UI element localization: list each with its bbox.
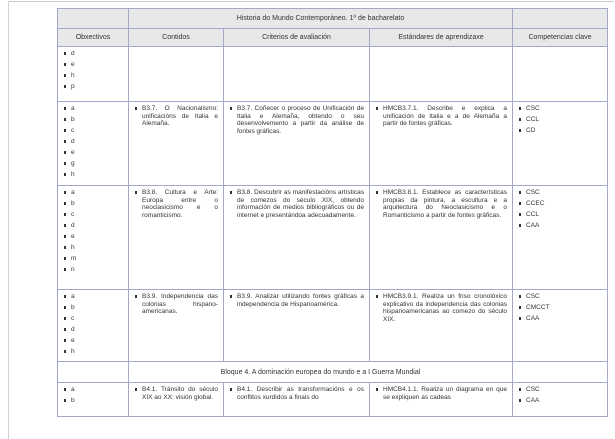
competency-list (518, 293, 602, 323)
objective-item: c (63, 315, 123, 323)
cell-text: B3.7. O Nacionalismo: unificacións de Italia e Alemaña. (134, 105, 218, 128)
col-header-criterios: Criterios de avaliación (224, 29, 370, 47)
competency-item: CAA (518, 222, 602, 230)
competency-item: CCEC (518, 200, 602, 208)
objective-item: d (63, 50, 123, 58)
col-header-contidos: Contidos (129, 29, 224, 47)
competency-item: CCL (518, 211, 602, 219)
cell-text: HMCB4.1.1. Realiza un diagrama en que se expliquen as cadeas (375, 386, 507, 401)
objective-item: d (63, 326, 123, 334)
objective-item: p (63, 83, 123, 91)
objective-item: b (63, 200, 123, 208)
competency-item: CSC (518, 105, 602, 113)
title-corner-right (513, 9, 608, 29)
cell-estandares (370, 290, 513, 362)
objective-item: c (63, 127, 123, 135)
cell-text: B3.8. Cultura e Arte: Europa entre o neoclasicismo e o romanticismo. (134, 189, 218, 219)
cell-obxectivos (58, 290, 129, 362)
objective-item: d (63, 222, 123, 230)
cell-contidos (129, 186, 224, 290)
cell-competencias (513, 290, 608, 362)
cell-text: B3.8. Descubrir as manifestacións artísticas de comezos do século XIX, obtendo información de medios bibliográficos ou de internet e presentándoa adecuadamente. (229, 189, 364, 219)
objective-list (63, 50, 123, 91)
competency-item: CD (518, 127, 602, 135)
table-row (58, 102, 608, 186)
column-header-row (58, 29, 608, 47)
objective-item: a (63, 189, 123, 197)
table-row (58, 290, 608, 362)
cell-text: HMCB3.8.1. Establece as características propias da pintura, a escultura e a arquitectura do Neoclasicismo e o Romanticismo a partir de fontes gráficas. (375, 189, 507, 219)
cell-criterios (224, 290, 370, 362)
cell-estandares (370, 186, 513, 290)
objective-item: n (63, 266, 123, 274)
objective-list (63, 105, 123, 179)
page-edge-left (8, 1, 9, 439)
objective-item: c (63, 211, 123, 219)
section-banner: Bloque 4. A dominación europea do mundo e a I Guerra Mundial (129, 362, 513, 383)
cell-criterios (224, 102, 370, 186)
objective-item: h (63, 72, 123, 80)
objective-item: e (63, 61, 123, 69)
objective-list (63, 293, 123, 356)
objective-item: g (63, 160, 123, 168)
cell-criterios (224, 383, 370, 417)
objective-item: h (63, 171, 123, 179)
table-row (58, 186, 608, 290)
banner-corner-left (58, 362, 129, 383)
objective-item: e (63, 337, 123, 345)
objective-item: a (63, 386, 123, 394)
objective-item: e (63, 233, 123, 241)
objective-item: h (63, 244, 123, 252)
competency-list (518, 105, 602, 135)
cell-contidos (129, 102, 224, 186)
cell-obxectivos (58, 47, 129, 102)
cell-obxectivos (58, 186, 129, 290)
objective-item: d (63, 138, 123, 146)
competency-item: CCL (518, 116, 602, 124)
cell-contidos (129, 47, 224, 102)
banner-corner-right (513, 362, 608, 383)
cell-obxectivos (58, 383, 129, 417)
objective-item: a (63, 293, 123, 301)
cell-competencias (513, 186, 608, 290)
cell-estandares (370, 47, 513, 102)
cell-criterios (224, 186, 370, 290)
cell-text: B4.1. Tránsito do século XIX ao XX: visión global. (134, 386, 218, 401)
cell-text (229, 50, 364, 51)
cell-contidos (129, 290, 224, 362)
cell-text: B3.9. Analizar utilizando fontes gráficas a independencia de Hispanoamérica. (229, 293, 364, 308)
cell-text (375, 50, 507, 51)
cell-text: B3.9. Independencia das colonias hispano-americanas. (134, 293, 218, 316)
section-banner-row (58, 362, 608, 383)
curriculum-table (57, 8, 608, 417)
col-header-estandares: Estándares de aprendizaxe (370, 29, 513, 47)
objective-item: a (63, 105, 123, 113)
cell-competencias (513, 47, 608, 102)
page-edge-top (8, 1, 614, 2)
objective-list (63, 189, 123, 274)
cell-text: B4.1. Describir as transformacións e os conflitos xurdidos a finais do (229, 386, 364, 401)
table-title: Historia do Mundo Contemporáneo. 1º de bacharelato (129, 9, 513, 29)
cell-estandares (370, 102, 513, 186)
table-row (58, 383, 608, 417)
competency-item: CAA (518, 315, 602, 323)
competency-item: CSC (518, 386, 602, 394)
objective-item: m (63, 255, 123, 263)
cell-competencias (513, 383, 608, 417)
cell-estandares (370, 383, 513, 417)
competency-list (518, 189, 602, 230)
cell-criterios (224, 47, 370, 102)
cell-obxectivos (58, 102, 129, 186)
competency-list (518, 386, 602, 405)
competency-item: CSC (518, 189, 602, 197)
competency-item: CSC (518, 293, 602, 301)
col-header-competencias: Competencias clave (513, 29, 608, 47)
competency-item: CAA (518, 397, 602, 405)
cell-competencias (513, 102, 608, 186)
cell-text: HMCB3.9.1. Realiza un friso cronolóxico explicativo da independencia das colonias hispanoamericanas ao comezo do século XIX. (375, 293, 507, 323)
objective-item: b (63, 397, 123, 405)
competency-item: CMCCT (518, 304, 602, 312)
objective-item: b (63, 304, 123, 312)
cell-text: HMCB3.7.1. Describe e explica a unificación de Italia e a de Alemaña a partir de fontes gráficas. (375, 105, 507, 128)
objective-item: e (63, 149, 123, 157)
cell-text: B3.7. Coñecer o proceso de Unificación de Italia e Alemaña, obtendo o seu desenvolvemento a partir da análise de fontes gráficas. (229, 105, 364, 135)
table-row (58, 47, 608, 102)
cell-contidos (129, 383, 224, 417)
objective-list (63, 386, 123, 405)
table-title-row (58, 9, 608, 29)
title-corner-left (58, 9, 129, 29)
cell-text (134, 50, 218, 51)
objective-item: b (63, 116, 123, 124)
objective-item: h (63, 348, 123, 356)
col-header-obxectivos: Obxectivos (58, 29, 129, 47)
